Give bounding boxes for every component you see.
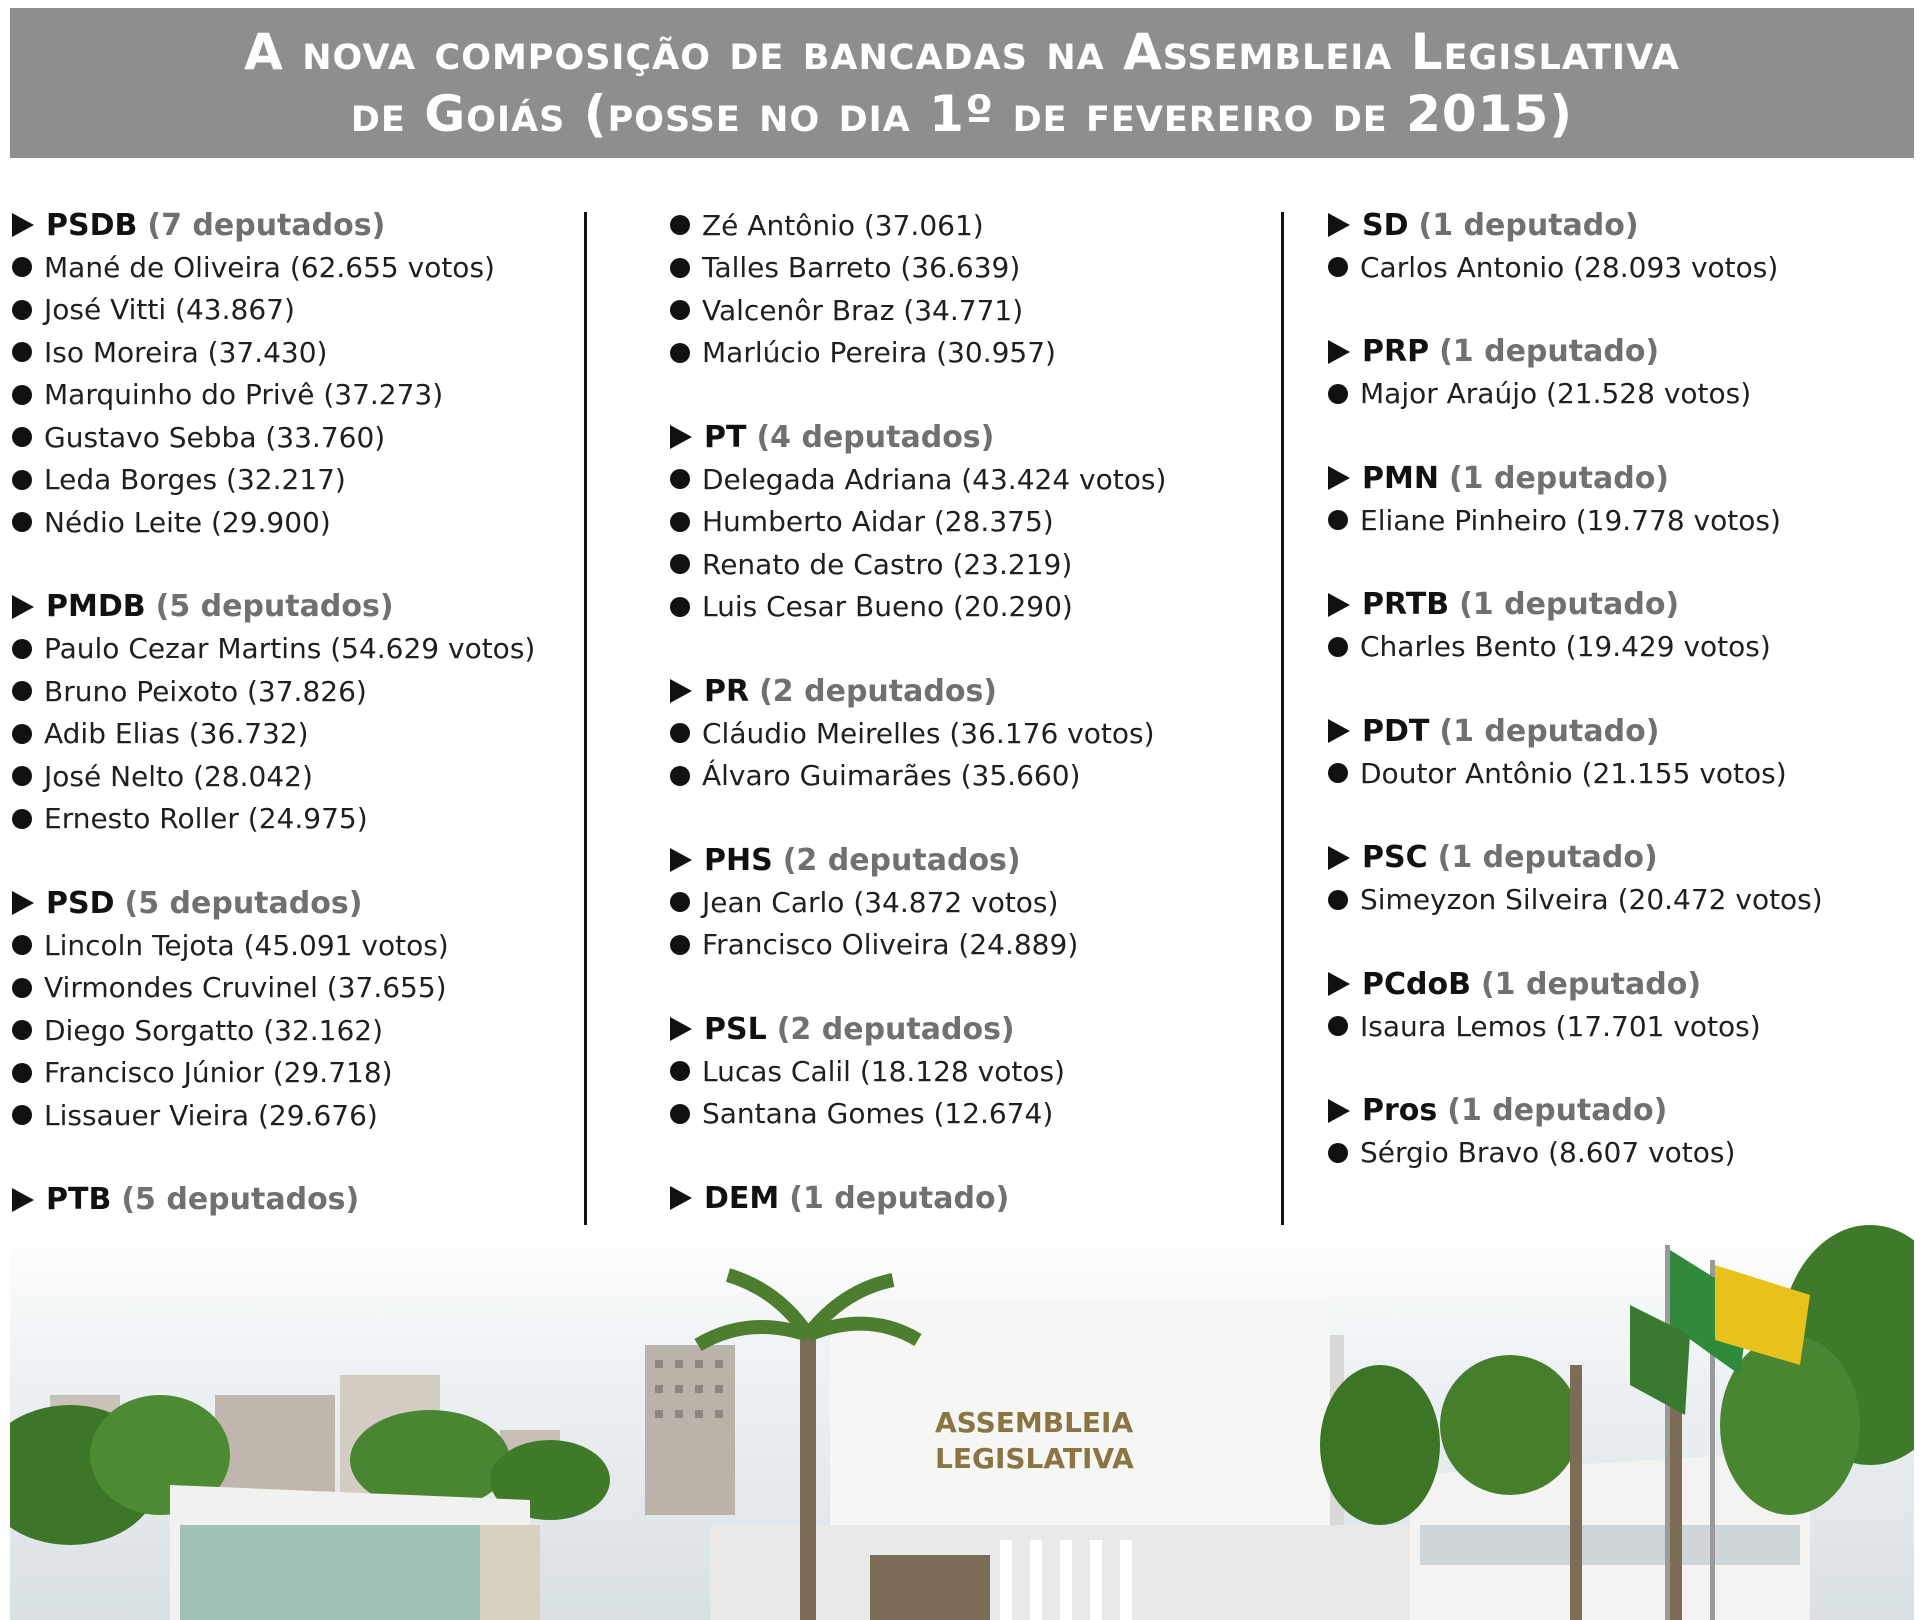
list-item	[1328, 879, 1918, 922]
member-name-votes: Doutor Antônio (21.155 votos)	[1360, 756, 1787, 790]
bullet-dot-icon	[1328, 890, 1348, 910]
triangle-arrow-icon	[1328, 593, 1350, 617]
party-name: Pros	[1362, 1093, 1438, 1128]
party-seat-count: (1 deputado)	[1439, 334, 1660, 369]
bullet-dot-icon	[1328, 1016, 1348, 1036]
list-item	[12, 374, 572, 417]
bullet-dot-icon	[1328, 637, 1348, 657]
bullet-dot-icon	[670, 512, 690, 532]
facade-text-2: LEGISLATIVA	[935, 1442, 1134, 1475]
bullet-dot-icon	[670, 1061, 690, 1081]
list-item	[670, 755, 1270, 798]
member-name-votes: Delegada Adriana (43.424 votos)	[702, 462, 1167, 496]
triangle-arrow-icon	[670, 1186, 692, 1210]
party-name: PT	[704, 419, 747, 455]
member-name-votes: Francisco Júnior (29.718)	[44, 1056, 393, 1090]
bullet-dot-icon	[670, 469, 690, 489]
list-item	[670, 924, 1270, 967]
member-name-votes: Ernesto Roller (24.975)	[44, 802, 368, 836]
bullet-dot-icon	[670, 723, 690, 743]
title-line-2: de Goiás (posse no dia 1º de fevereiro de 2015)	[350, 85, 1574, 143]
party-seat-count: (1 deputado)	[789, 1180, 1010, 1216]
party-block	[12, 204, 572, 544]
member-name-votes: Major Araújo (21.528 votos)	[1360, 377, 1752, 411]
party-block	[12, 586, 572, 841]
list-item	[1328, 246, 1918, 289]
party-seat-count: (1 deputado)	[1447, 1093, 1668, 1128]
triangle-arrow-icon	[670, 425, 692, 449]
party-name: PSD	[46, 885, 115, 921]
party-header	[670, 839, 1270, 881]
title-banner	[10, 8, 1914, 158]
triangle-arrow-icon	[12, 595, 34, 619]
triangle-arrow-icon	[1328, 466, 1350, 490]
triangle-arrow-icon	[1328, 846, 1350, 870]
member-name-votes: Isaura Lemos (17.701 votos)	[1360, 1009, 1761, 1043]
party-block	[1328, 331, 1918, 416]
bullet-dot-icon	[1328, 510, 1348, 530]
list-item	[12, 416, 572, 459]
triangle-arrow-icon	[1328, 972, 1350, 996]
bullet-dot-icon	[12, 512, 32, 532]
bullet-dot-icon	[12, 470, 32, 490]
list-item	[12, 967, 572, 1010]
member-name-votes: Charles Bento (19.429 votos)	[1360, 630, 1771, 664]
party-seat-count: (1 deputado)	[1480, 966, 1702, 1002]
list-item	[12, 459, 572, 502]
party-seat-count: (1 deputado)	[1459, 587, 1680, 622]
list-item	[670, 881, 1270, 924]
party-header	[12, 204, 572, 246]
list-item	[670, 204, 1270, 247]
party-header	[1328, 1090, 1918, 1132]
member-name-votes: Paulo Cezar Martins (54.629 votos)	[44, 632, 536, 666]
party-header	[670, 1008, 1270, 1050]
member-name-votes: Talles Barreto (36.639)	[702, 251, 1021, 285]
party-block	[670, 1008, 1270, 1135]
bullet-dot-icon	[12, 724, 32, 744]
party-block	[1328, 584, 1918, 669]
list-item	[670, 543, 1270, 586]
member-name-votes: Carlos Antonio (28.093 votos)	[1360, 250, 1779, 284]
list-item	[12, 755, 572, 798]
bullet-dot-icon	[12, 809, 32, 829]
party-block	[1328, 963, 1918, 1048]
list-item	[670, 712, 1270, 755]
member-name-votes: Iso Moreira (37.430)	[44, 335, 328, 369]
triangle-arrow-icon	[670, 1017, 692, 1041]
member-name-votes: Marlúcio Pereira (30.957)	[702, 336, 1056, 370]
party-header	[1328, 963, 1918, 1005]
member-name-votes: Marquinho do Privê (37.273)	[44, 378, 444, 412]
party-block	[1328, 710, 1918, 795]
party-seat-count: (2 deputados)	[776, 1011, 1015, 1047]
member-name-votes: Cláudio Meirelles (36.176 votos)	[702, 716, 1155, 750]
column-left	[12, 204, 572, 1305]
member-name-votes: José Nelto (28.042)	[44, 759, 313, 793]
title-line-1: A nova composição de bancadas na Assembleia Legislativa	[244, 23, 1680, 81]
party-block	[670, 204, 1270, 374]
party-block	[1328, 837, 1918, 922]
bullet-dot-icon	[670, 343, 690, 363]
party-name: PMDB	[46, 589, 146, 624]
party-name: PRTB	[1362, 587, 1450, 622]
party-name: PR	[704, 673, 750, 709]
party-name: DEM	[704, 1180, 780, 1216]
member-name-votes: Nédio Leite (29.900)	[44, 505, 331, 539]
member-name-votes: Eliane Pinheiro (19.778 votos)	[1360, 503, 1781, 537]
bullet-dot-icon	[12, 935, 32, 955]
party-block	[12, 882, 572, 1137]
bullet-dot-icon	[670, 892, 690, 912]
party-name: PDT	[1362, 713, 1430, 749]
member-name-votes: Álvaro Guimarães (35.660)	[702, 759, 1081, 793]
list-item	[12, 1052, 572, 1095]
party-name: PSDB	[46, 207, 138, 243]
party-header	[1328, 584, 1918, 626]
party-header	[12, 586, 572, 628]
list-item	[1328, 1132, 1918, 1175]
member-name-votes: Adib Elias (36.732)	[44, 717, 309, 751]
member-name-votes: Santana Gomes (12.674)	[702, 1097, 1054, 1131]
list-item	[12, 246, 572, 289]
party-header	[1328, 204, 1918, 246]
bullet-dot-icon	[12, 1020, 32, 1040]
member-name-votes: Lissauer Vieira (29.676)	[44, 1098, 378, 1132]
triangle-arrow-icon	[670, 679, 692, 703]
bullet-dot-icon	[12, 1105, 32, 1125]
list-item	[1328, 1005, 1918, 1048]
triangle-arrow-icon	[1328, 719, 1350, 743]
triangle-arrow-icon	[12, 891, 34, 915]
list-item	[12, 1094, 572, 1137]
party-seat-count: (2 deputados)	[759, 673, 998, 709]
triangle-arrow-icon	[1328, 213, 1350, 237]
list-item	[670, 501, 1270, 544]
list-item	[12, 628, 572, 671]
bullet-dot-icon	[12, 766, 32, 786]
bullet-dot-icon	[670, 215, 690, 235]
party-seat-count: (5 deputados)	[155, 589, 394, 624]
triangle-arrow-icon	[1328, 1099, 1350, 1123]
bullet-dot-icon	[12, 427, 32, 447]
list-item	[670, 586, 1270, 629]
list-item	[12, 289, 572, 332]
bullet-dot-icon	[12, 257, 32, 277]
member-name-votes: Mané de Oliveira (62.655 votos)	[44, 250, 495, 284]
list-item	[670, 1050, 1270, 1093]
bullet-dot-icon	[670, 597, 690, 617]
party-block	[1328, 1090, 1918, 1175]
member-name-votes: Sérgio Bravo (8.607 votos)	[1360, 1136, 1736, 1170]
member-name-votes: Diego Sorgatto (32.162)	[44, 1013, 384, 1047]
party-name: PTB	[46, 1182, 112, 1217]
party-name: PMN	[1362, 460, 1439, 496]
triangle-arrow-icon	[670, 848, 692, 872]
bullet-dot-icon	[670, 935, 690, 955]
party-name: PHS	[704, 842, 773, 878]
list-item	[1328, 499, 1918, 542]
list-item	[670, 247, 1270, 290]
bullet-dot-icon	[670, 554, 690, 574]
party-block	[1328, 204, 1918, 289]
member-name-votes: Luis Cesar Bueno (20.290)	[702, 590, 1073, 624]
column-divider	[584, 212, 587, 1250]
party-block	[1328, 457, 1918, 542]
bullet-dot-icon	[12, 385, 32, 405]
bullet-dot-icon	[1328, 763, 1348, 783]
assembly-building-photo	[10, 1225, 1914, 1620]
party-block	[670, 416, 1270, 628]
party-header	[670, 670, 1270, 712]
party-seat-count: (5 deputados)	[121, 1182, 360, 1217]
triangle-arrow-icon	[12, 1188, 34, 1212]
bullet-dot-icon	[12, 978, 32, 998]
list-item	[1328, 626, 1918, 669]
party-block	[670, 839, 1270, 966]
member-name-votes: Lincoln Tejota (45.091 votos)	[44, 928, 449, 962]
bullet-dot-icon	[12, 681, 32, 701]
list-item	[12, 924, 572, 967]
bullet-dot-icon	[12, 639, 32, 659]
party-name: PSC	[1362, 840, 1428, 875]
party-header	[1328, 837, 1918, 879]
party-header	[1328, 710, 1918, 752]
list-item	[12, 713, 572, 756]
column-right	[1328, 204, 1918, 1216]
list-item	[670, 332, 1270, 375]
facade-text-1: ASSEMBLEIA	[935, 1406, 1134, 1439]
member-name-votes: Humberto Aidar (28.375)	[702, 505, 1054, 539]
bullet-dot-icon	[1328, 257, 1348, 277]
list-item	[670, 458, 1270, 501]
party-name: SD	[1362, 207, 1409, 243]
party-seat-count: (2 deputados)	[782, 842, 1021, 878]
bullet-dot-icon	[670, 258, 690, 278]
list-item	[12, 670, 572, 713]
member-name-votes: José Vitti (43.867)	[44, 293, 295, 327]
triangle-arrow-icon	[1328, 340, 1350, 364]
party-header	[1328, 457, 1918, 499]
member-name-votes: Jean Carlo (34.872 votos)	[702, 885, 1059, 919]
party-header	[670, 1177, 1270, 1219]
triangle-arrow-icon	[12, 213, 34, 237]
column-middle	[670, 204, 1270, 1304]
party-seat-count: (1 deputado)	[1439, 713, 1660, 749]
party-seat-count: (4 deputados)	[756, 419, 995, 455]
bullet-dot-icon	[670, 766, 690, 786]
bullet-dot-icon	[1328, 1143, 1348, 1163]
party-seat-count: (1 deputado)	[1437, 840, 1658, 875]
bullet-dot-icon	[670, 300, 690, 320]
list-item	[1328, 373, 1918, 416]
list-item	[12, 1009, 572, 1052]
bullet-dot-icon	[670, 1104, 690, 1124]
list-item	[12, 331, 572, 374]
bullet-dot-icon	[12, 1063, 32, 1083]
party-header	[12, 1179, 572, 1221]
member-name-votes: Gustavo Sebba (33.760)	[44, 420, 386, 454]
member-name-votes: Valcenôr Braz (34.771)	[702, 293, 1024, 327]
member-name-votes: Bruno Peixoto (37.826)	[44, 674, 367, 708]
bullet-dot-icon	[12, 300, 32, 320]
party-name: PRP	[1362, 334, 1430, 369]
party-seat-count: (5 deputados)	[124, 885, 363, 921]
party-header	[670, 416, 1270, 458]
bullet-dot-icon	[12, 342, 32, 362]
member-name-votes: Francisco Oliveira (24.889)	[702, 928, 1079, 962]
party-seat-count: (7 deputados)	[147, 207, 386, 243]
party-seat-count: (1 deputado)	[1418, 207, 1639, 243]
party-header	[12, 882, 572, 924]
bullet-dot-icon	[1328, 384, 1348, 404]
party-name: PSL	[704, 1011, 767, 1047]
member-name-votes: Zé Antônio (37.061)	[702, 208, 984, 242]
list-item	[12, 501, 572, 544]
list-item	[12, 798, 572, 841]
party-header	[1328, 331, 1918, 373]
member-name-votes: Simeyzon Silveira (20.472 votos)	[1360, 883, 1823, 917]
member-name-votes: Renato de Castro (23.219)	[702, 547, 1073, 581]
column-divider	[1281, 212, 1284, 1250]
member-name-votes: Virmondes Cruvinel (37.655)	[44, 971, 447, 1005]
party-block	[670, 670, 1270, 797]
list-item	[670, 289, 1270, 332]
member-name-votes: Lucas Calil (18.128 votos)	[702, 1054, 1065, 1088]
party-name: PCdoB	[1362, 966, 1471, 1002]
party-seat-count: (1 deputado)	[1448, 460, 1670, 496]
list-item	[670, 1093, 1270, 1136]
member-name-votes: Leda Borges (32.217)	[44, 463, 346, 497]
list-item	[1328, 752, 1918, 795]
